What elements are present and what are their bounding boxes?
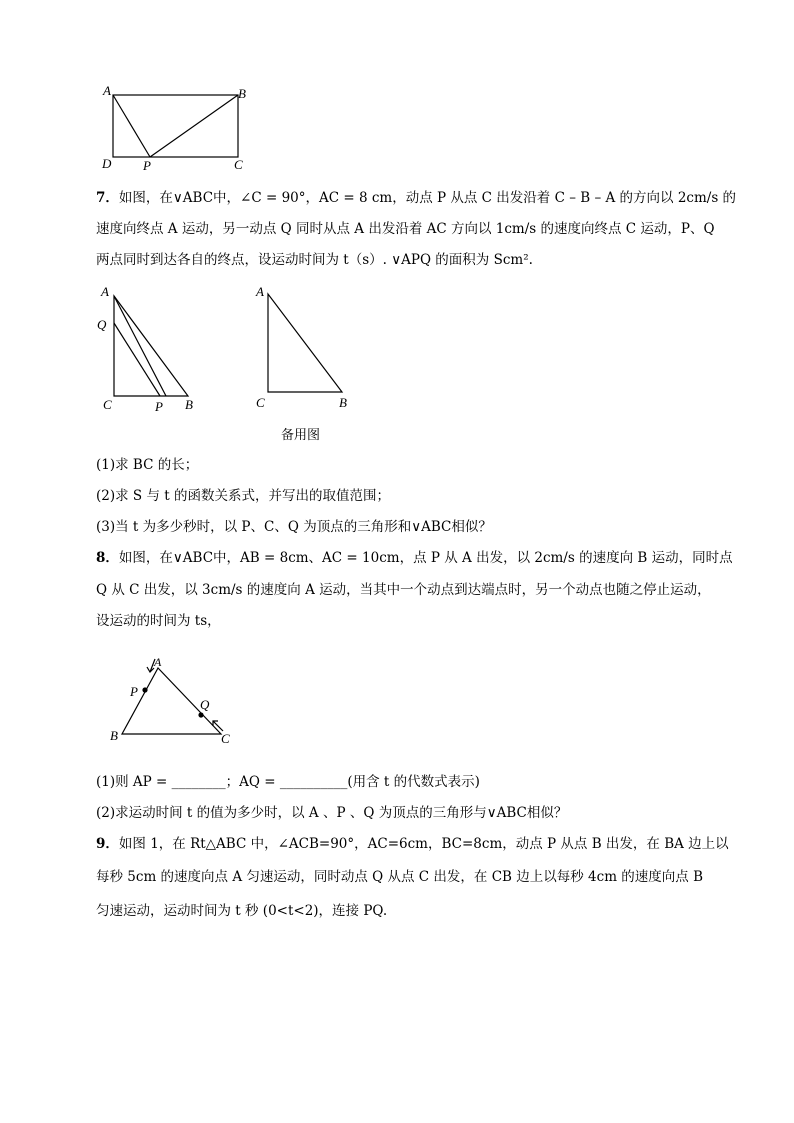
label-q: Q <box>200 697 210 712</box>
label-c: C <box>221 731 230 746</box>
label-a: A <box>256 284 264 299</box>
label-c: C <box>103 397 112 412</box>
q9-line-1: 9．如图 1，在 Rt△ABC 中，∠ACB=90°，AC=6cm，BC=8cm，动点 P 从点 B 出发，在 BA 边上以 <box>96 836 729 852</box>
q7-sub-3: (3)当 t 为多少秒时，以 P、C、Q 为顶点的三角形和∨ABC相似？ <box>96 519 492 535</box>
label-b: B <box>339 395 347 410</box>
label-a: A <box>154 655 162 669</box>
q9-line-3: 匀速运动，运动时间为 t 秒 (0<t<2)，连接 PQ. <box>96 903 388 919</box>
label-a: A <box>101 284 109 299</box>
point-q <box>198 712 203 717</box>
label-d: D <box>102 156 112 171</box>
q8-sub-2: (2)求运动时间 t 的值为多少时，以 A 、P 、Q 为顶点的三角形与∨ABC相似？ <box>96 805 568 821</box>
q7-line-2: 速度向终点 A 运动，另一动点 Q 同时从点 A 出发沿着 AC 方向以 1cm/s 的速度向终点 C 运动，P、Q <box>96 221 715 237</box>
q8-number: 8． <box>96 550 119 566</box>
q7-line-1: 7．如图，在∨ABC中，∠C = 90°，AC = 8 cm，动点 P 从点 C 出发沿着 C – B – A 的方向以 2cm/s 的 <box>96 190 737 206</box>
q7-line-3: 两点同时到达各自的终点，设运动时间为 t（s）. ∨APQ 的面积为 Scm². <box>96 252 533 268</box>
point-p <box>142 687 147 692</box>
label-b: B <box>238 86 246 101</box>
q7-number: 7． <box>96 190 119 206</box>
q8-line-3: 设运动的时间为 ts， <box>96 613 221 629</box>
q8-line-1: 8．如图，在∨ABC中，AB = 8cm、AC = 10cm，点 P 从 A 出发，以 2cm/s 的速度向 B 运动，同时点 <box>96 550 733 566</box>
label-p: P <box>155 399 163 414</box>
label-c: C <box>234 157 243 172</box>
arrow-q-direction <box>213 721 223 731</box>
q8-line-2: Q 从 C 出发，以 3cm/s 的速度向 A 运动，当其中一个动点到达端点时，另一个动点也随之停止运动， <box>96 582 711 598</box>
q7-sub-2: (2)求 S 与 t 的函数关系式，并写出的取值范围； <box>96 488 390 504</box>
label-q: Q <box>97 317 107 332</box>
figure-caption: 备用图 <box>281 428 321 443</box>
q7-sub-1: (1)求 BC 的长； <box>96 457 199 473</box>
label-p: P <box>143 158 151 173</box>
label-b: B <box>185 397 193 412</box>
label-p: P <box>130 684 138 699</box>
label-c: C <box>256 395 265 410</box>
label-b: B <box>110 728 118 743</box>
q8-sub-1: (1)则 AP = ________；AQ = __________(用含 t 的代数式表示) <box>96 774 480 790</box>
label-a: A <box>103 83 111 98</box>
q9-number: 9． <box>96 836 119 852</box>
q9-line-2: 每秒 5cm 的速度向点 A 匀速运动，同时动点 Q 从点 C 出发，在 CB 边上以每秒 4cm 的速度向点 B <box>96 869 704 885</box>
